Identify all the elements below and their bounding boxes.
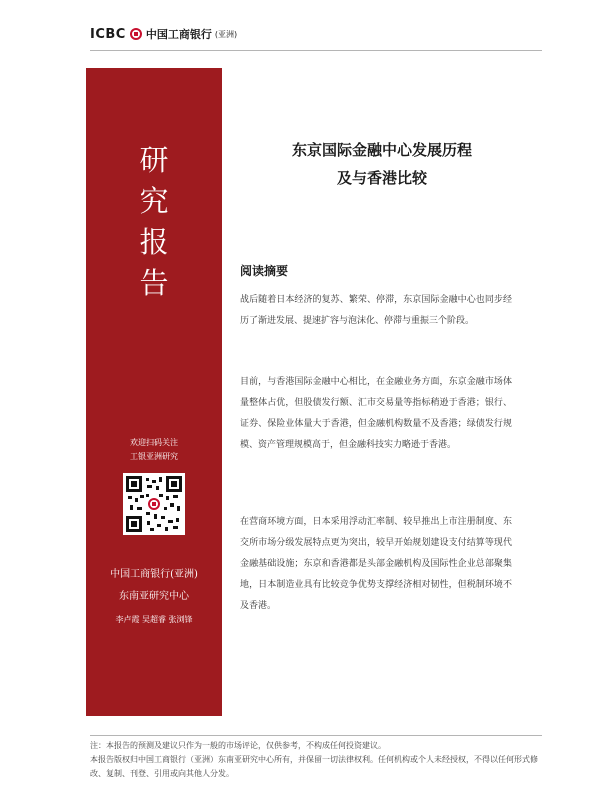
document-title-line: 东京国际金融中心发展历程 [291, 141, 472, 159]
page-header [0, 0, 600, 52]
report-type-char: 告 [139, 266, 169, 300]
summary-heading: 阅读摘要 [240, 264, 289, 278]
footer-divider [90, 735, 542, 736]
summary-paragraph: 目前，与香港国际金融中心相比，在金融业务方面，东京金融市场体量整体占优，但股债发行额、汇市交易量等指标稍逊于香港；银行、证券、保险业体量大于香港，但金融机构数量不及香港；绿债发行规模、资产管理规模高于，但金融科技实力略逊于香港。 [240, 377, 512, 450]
report-type-char: 究 [139, 184, 169, 218]
org-name-line: 中国工商银行(亚洲) [110, 569, 198, 580]
qr-caption [86, 436, 222, 464]
document-title [222, 136, 542, 192]
org-name [86, 564, 222, 608]
disclaimer-line: 注：本报告的预测及建议只作为一般的市场评论，仅供参考，不构成任何投资建议。 [90, 741, 386, 750]
icbc-emblem-icon [130, 28, 142, 40]
org-name-line: 东南亚研究中心 [119, 591, 189, 602]
qr-code-icon [126, 476, 182, 532]
qr-caption-line: 工银亚洲研究 [130, 452, 178, 461]
report-type-char: 报 [139, 225, 169, 259]
summary-paragraph: 在营商环境方面，日本采用浮动汇率制、较早推出上市注册制度、东交所市场分级发展特点更为突出，较早开始规划建设支付结算等现代金融基础设施；东京和香港都是头部金融机构及国际性企业总部聚集地，日本制造业具有比较竞争优势支撑经济相对韧性，但税制环境不及香港。 [240, 517, 512, 611]
qr-code[interactable] [123, 473, 185, 535]
logo-cn-text: 中国工商银行 [145, 28, 212, 41]
logo-region-text: (亚洲) [214, 29, 238, 39]
qr-caption-line: 欢迎扫码关注 [130, 438, 178, 447]
disclaimer-footer [90, 739, 542, 781]
document-title-line: 及与香港比较 [336, 169, 427, 187]
icbc-logo [90, 24, 237, 44]
authors: 李卢霞 吴超睿 张浏锋 [115, 615, 193, 624]
header-divider [90, 50, 542, 51]
report-type-label [86, 140, 222, 304]
sidebar-panel [86, 68, 222, 716]
disclaimer-line: 本报告版权归中国工商银行（亚洲）东南亚研究中心所有，并保留一切法律权利。任何机构或个人未经授权，不得以任何形式修改、复制、刊登、引用或向其他人分发。 [90, 755, 538, 778]
logo-icbc-text: ICBC [90, 26, 126, 42]
summary-paragraph: 战后随着日本经济的复苏、繁荣、停滞，东京国际金融中心也同步经历了渐进发展、提速扩容与泡沫化、停滞与重振三个阶段。 [240, 295, 512, 326]
report-type-char: 研 [139, 143, 169, 177]
